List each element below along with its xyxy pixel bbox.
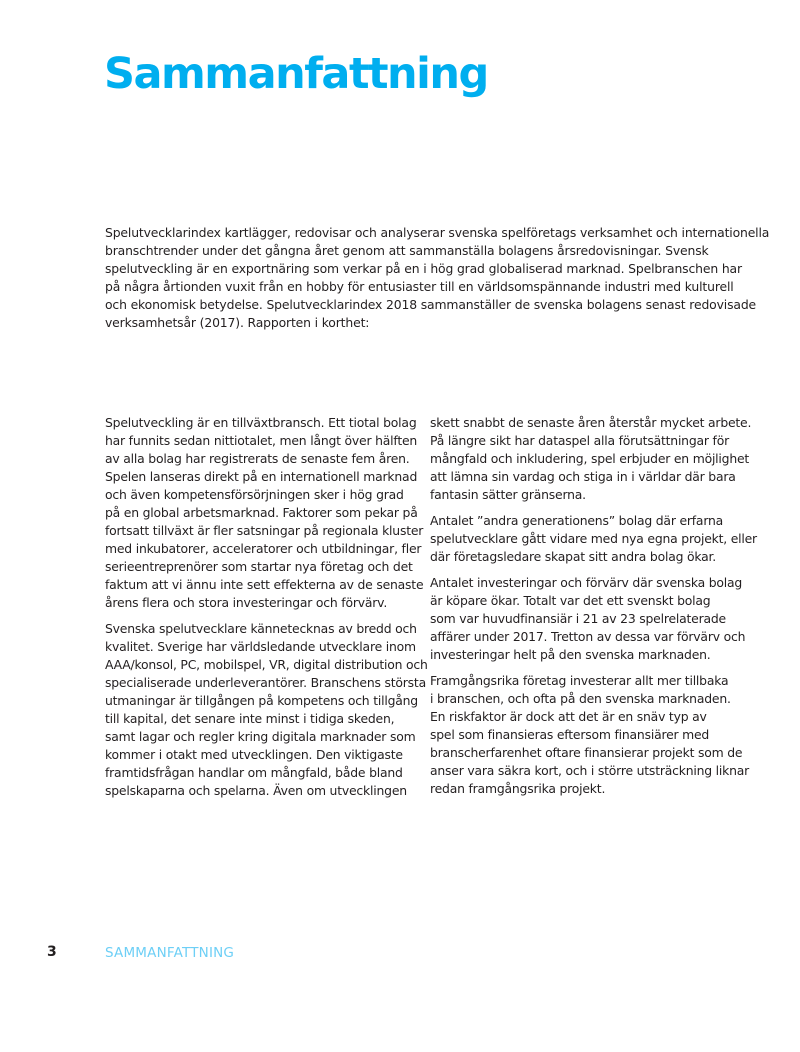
text-line: affärer under 2017. Tretton av dessa var förvärv och [430, 629, 746, 644]
text-line: Svenska spelutvecklare kännetecknas av bredd och [105, 621, 417, 636]
text-line: redan framgångsrika projekt. [430, 781, 606, 796]
paragraph-diversity [430, 414, 750, 504]
text-line: Antalet investeringar och förvärv där svenska bolag [430, 575, 743, 590]
text-line: serieentreprenörer som startar nya företag och det [105, 559, 413, 574]
intro-line: och ekonomisk betydelse. Spelutvecklarindex 2018 sammanställer de svenska bolagens senast redovisade [105, 297, 757, 312]
paragraph-growth [105, 414, 425, 612]
text-line: AAA/konsol, PC, mobilspel, VR, digital distribution och [105, 657, 428, 672]
text-line: fantasin sätter gränserna. [430, 487, 586, 502]
text-line: En riskfaktor är dock att det är en snäv typ av [430, 709, 707, 724]
page-number: 3 [47, 944, 57, 960]
text-line: med inkubatorer, acceleratorer och utbildningar, fler [105, 541, 422, 556]
right-column [430, 414, 757, 806]
text-line: Antalet ”andra generationens” bolag där erfarna [430, 513, 724, 528]
intro-line: på några årtionden vuxit från en hobby för entusiaster till en världsomspännande industri med kulturell [105, 279, 734, 294]
text-line: samt lagar och regler kring digitala marknader som [105, 729, 416, 744]
text-line: och även kompetensförsörjningen sker i hög grad [105, 487, 404, 502]
text-line: Spelen lanseras direkt på en internationell marknad [105, 469, 418, 484]
text-line: där företagsledare skapat sitt andra bolag ökar. [430, 549, 717, 564]
text-line: på en global arbetsmarknad. Faktorer som pekar på [105, 505, 418, 520]
paragraph-breadth [105, 620, 428, 800]
text-line: fortsatt tillväxt är fler satsningar på regionala kluster [105, 523, 424, 538]
text-line: branscherfarenhet oftare finansierar projekt som de [430, 745, 743, 760]
text-line: har funnits sedan nittiotalet, men långt över hälften [105, 433, 418, 448]
left-column [105, 414, 428, 808]
text-line: av alla bolag har registrerats de senaste fem åren. [105, 451, 410, 466]
text-line: Framgångsrika företag investerar allt mer tillbaka [430, 673, 729, 688]
paragraph-second-generation [430, 512, 757, 566]
intro-line: branschtrender under det gångna året genom att sammanställa bolagens årsredovisningar. Svensk [105, 243, 709, 258]
text-line: årens flera och stora investeringar och förvärv. [105, 595, 388, 610]
text-line: skett snabbt de senaste åren återstår mycket arbete. [430, 415, 752, 430]
text-line: i branschen, och ofta på den svenska marknaden. [430, 691, 731, 706]
text-line: kvalitet. Sverige har världsledande utvecklare inom [105, 639, 416, 654]
text-line: utmaningar är tillgången på kompetens och tillgång [105, 693, 418, 708]
intro-line: spelutveckling är en exportnäring som verkar på en i hög grad globaliserad marknad. Spelbranschen har [105, 261, 742, 276]
text-line: Spelutveckling är en tillväxtbransch. Ett tiotal bolag [105, 415, 417, 430]
text-line: kommer i otakt med utvecklingen. Den viktigaste [105, 747, 403, 762]
text-line: spelskaparna och spelarna. Även om utvecklingen [105, 783, 407, 798]
intro-paragraph [105, 224, 770, 332]
page-title: Sammanfattning [104, 49, 488, 99]
text-line: att lämna sin vardag och stiga in i världar där bara [430, 469, 736, 484]
paragraph-investments [430, 574, 750, 664]
text-line: På längre sikt har dataspel alla förutsättningar för [430, 433, 729, 448]
text-line: framtidsfrågan handlar om mångfald, både bland [105, 765, 403, 780]
intro-line: Spelutvecklarindex kartlägger, redovisar och analyserar svenska spelföretags verksamhet och internationella [105, 225, 770, 240]
text-line: spelutvecklare gått vidare med nya egna projekt, eller [430, 531, 757, 546]
paragraph-reinvestment [430, 672, 750, 798]
footer-section-label: SAMMANFATTNING [105, 945, 235, 961]
intro-line: verksamhetsår (2017). Rapporten i korthet: [105, 315, 370, 330]
text-line: spel som finansieras eftersom finansiärer med [430, 727, 710, 742]
text-line: specialiserade underleverantörer. Branschens största [105, 675, 426, 690]
text-line: investeringar helt på den svenska marknaden. [430, 647, 711, 662]
text-line: är köpare ökar. Totalt var det ett svenskt bolag [430, 593, 711, 608]
text-line: mångfald och inkludering, spel erbjuder en möjlighet [430, 451, 750, 466]
text-line: till kapital, det senare inte minst i tidiga skeden, [105, 711, 395, 726]
text-line: faktum att vi ännu inte sett effekterna av de senaste [105, 577, 424, 592]
text-line: anser vara säkra kort, och i större utsträckning liknar [430, 763, 750, 778]
text-line: som var huvudfinansiär i 21 av 23 spelrelaterade [430, 611, 726, 626]
